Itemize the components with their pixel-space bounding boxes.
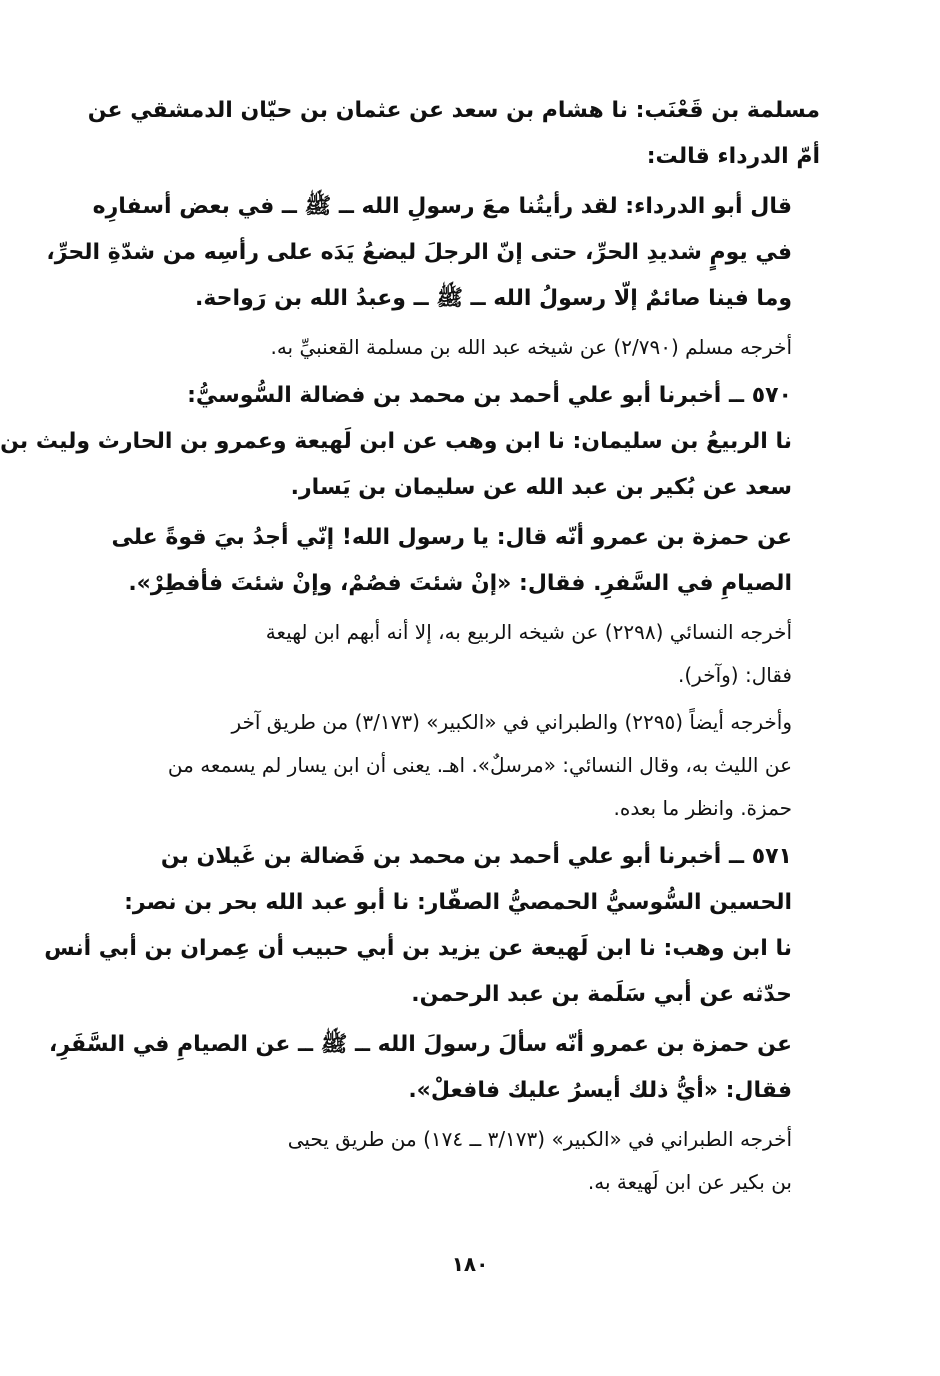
footnote-paragraph — [108, 701, 820, 830]
text-line: عن حمزة بن عمرو أنّه سألَ رسولَ الله ــ ﷺ ــ عن الصيامِ في السَّفَرِ، — [48, 1032, 792, 1057]
text-line: أخرجه مسلم (٢/٧٩٠) عن شيخه عبد الله بن مسلمة القعنبيِّ به. — [270, 335, 792, 359]
footnote-paragraph — [108, 611, 820, 697]
text-line: أمّ الدرداء قالت: — [646, 144, 820, 169]
text-paragraph — [48, 1022, 820, 1114]
text-line: أخرجه النسائي (٢٢٩٨) عن شيخه الربيع به، إلا أنه أبهم ابن لهيعة — [265, 620, 792, 644]
text-line: نا ابن وهب: نا ابن لَهيعة عن يزيد بن أبي حبيب أن عِمران بن أبي أنس — [44, 936, 792, 961]
text-line: عن الليث به، وقال النسائي: «مرسلٌ». اهـ. يعنى أن ابن يسار لم يسمعه من — [167, 753, 792, 777]
text-line: سعد عن بُكير بن عبد الله عن سليمان بن يَسار. — [290, 475, 792, 500]
text-paragraph — [108, 515, 820, 607]
footnote-paragraph — [108, 1118, 820, 1204]
text-paragraph — [44, 834, 820, 1018]
text-line: قال أبو الدرداء: لقد رأيتُنا معَ رسولِ الله ــ ﷺ ــ في بعض أسفارِه — [92, 194, 792, 219]
page-number: ١٨٠ — [451, 1252, 489, 1276]
text-line: ٥٧١ ــ أخبرنا أبو علي أحمد بن محمد بن فَضالة بن غَيلان بن — [160, 844, 792, 869]
text-line: في يومٍ شديدِ الحرِّ، حتى إنّ الرجلَ ليضعُ يَدَه على رأسِه من شدّةِ الحرِّ، — [46, 240, 792, 265]
footnote-paragraph — [108, 326, 820, 369]
text-line: فقال: «أيُّ ذلك أيسرُ عليك فافعلْ». — [408, 1078, 792, 1103]
text-line: مسلمة بن قَعْنَب: نا هشام بن سعد عن عثمان بن حيّان الدمشقي عن — [87, 98, 820, 123]
text-line: أخرجه الطبراني في «الكبير» (٣/١٧٣ ــ ١٧٤) من طريق يحيى — [287, 1127, 792, 1151]
text-line: وما فينا صائمٌ إلّا رسولُ الله ــ ﷺ ــ وعبدُ الله بن رَواحة. — [194, 286, 792, 311]
text-line: فقال: (وآخر). — [678, 663, 792, 687]
text-paragraph — [87, 88, 820, 180]
text-line: الحسين السُّوسيُّ الحمصيُّ الصفّار: نا أبو عبد الله بحر بن نصر: — [124, 890, 792, 915]
text-line: الصيامِ في السَّفرِ. فقال: «إنْ شئتَ فصُمْ، وإنْ شئتَ فأفطِرْ». — [128, 571, 792, 596]
text-paragraph — [0, 373, 820, 511]
text-paragraph — [46, 184, 820, 322]
text-line: عن حمزة بن عمرو أنّه قال: يا رسول الله! إنّي أجدُ بيَ قوةً على — [111, 525, 792, 550]
text-line: بن بكير عن ابن لَهيعة به. — [587, 1170, 792, 1194]
text-line: وأخرجه أيضاً (٢٢٩٥) والطبراني في «الكبير» (٣/١٧٣) من طريق آخر — [231, 710, 792, 734]
text-line: حدّثه عن أبي سَلَمة بن عبد الرحمن. — [411, 982, 792, 1007]
text-line: حمزة. وانظر ما بعده. — [613, 796, 792, 820]
text-line: ٥٧٠ ــ أخبرنا أبو علي أحمد بن محمد بن فضالة السُّوسيُّ: — [187, 383, 792, 408]
page-body — [0, 88, 820, 1208]
text-line: نا الربيعُ بن سليمان: نا ابن وهب عن ابن لَهيعة وعمرو بن الحارث وليث بن — [0, 429, 792, 454]
